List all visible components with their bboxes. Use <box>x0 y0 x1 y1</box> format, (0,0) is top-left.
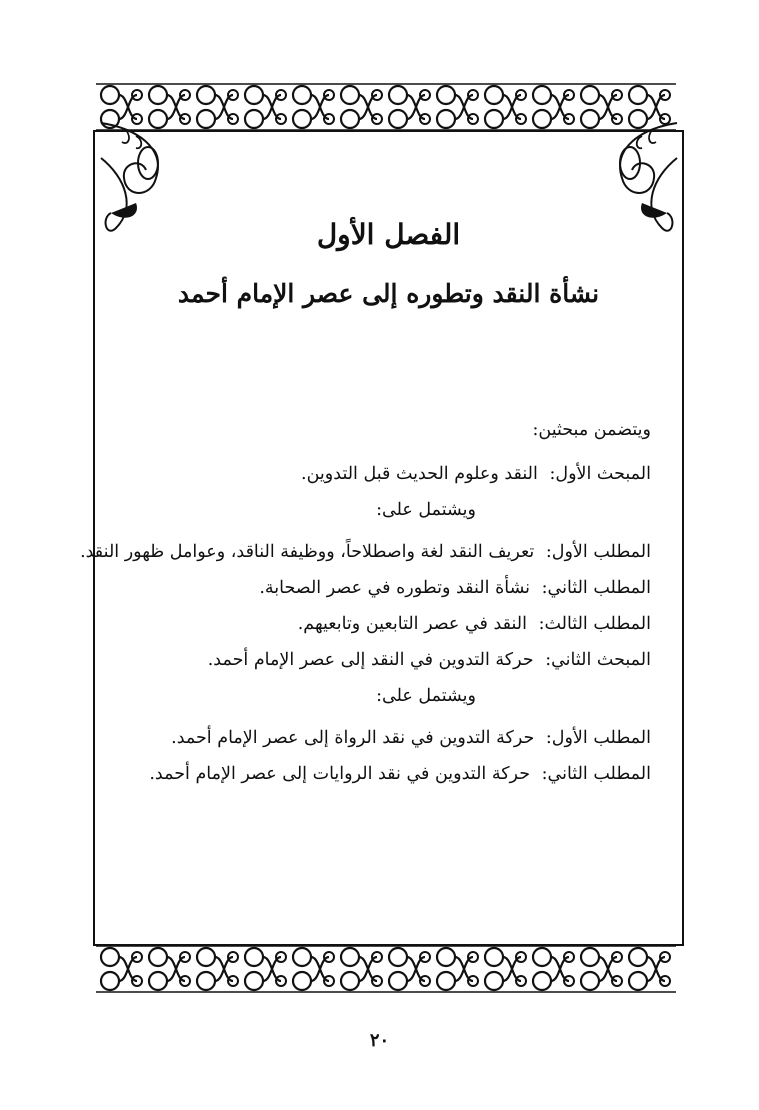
section-1-item-2 <box>259 578 651 599</box>
item-label: المطلب الثالث: <box>538 614 651 634</box>
section-1-item-3 <box>298 614 651 635</box>
section-2-includes: ويشتمل على: <box>376 686 476 706</box>
section-1-line <box>301 464 651 485</box>
section-1-text: النقد وعلوم الحديث قبل التدوين. <box>301 464 538 484</box>
item-text: النقد في عصر التابعين وتابعيهم. <box>297 614 527 634</box>
item-text: حركة التدوين في نقد الروايات إلى عصر الإمام أحمد. <box>149 764 531 784</box>
item-text: حركة التدوين في نقد الرواة إلى عصر الإمام أحمد. <box>171 728 535 748</box>
item-label: المطلب الأول: <box>545 542 651 562</box>
bottom-ornament-border <box>96 944 676 994</box>
section-1-item-1 <box>80 542 651 563</box>
item-label: المطلب الثاني: <box>541 764 651 784</box>
chapter-title: الفصل الأول <box>316 218 461 251</box>
item-label: المطلب الأول: <box>545 728 651 748</box>
item-text: تعريف النقد لغة واصطلاحاً، ووظيفة الناقد، وعوامل ظهور النقد. <box>80 542 535 562</box>
item-text: نشأة النقد وتطوره في عصر الصحابة. <box>259 578 531 598</box>
section-2-item-2 <box>149 764 651 785</box>
intro-line: ويتضمن مبحثين: <box>532 420 651 440</box>
page-number: ٢٠ <box>369 1030 390 1051</box>
section-2-label: المبحث الثاني: <box>545 650 651 670</box>
section-1-includes: ويشتمل على: <box>376 500 476 520</box>
section-2-line <box>208 650 651 671</box>
chapter-subtitle: نشأة النقد وتطوره إلى عصر الإمام أحمد <box>177 279 600 308</box>
item-label: المطلب الثاني: <box>541 578 651 598</box>
section-1-label: المبحث الأول: <box>549 464 651 484</box>
section-2-item-1 <box>171 728 651 749</box>
section-2-text: حركة التدوين في النقد إلى عصر الإمام أحمد. <box>207 650 534 670</box>
